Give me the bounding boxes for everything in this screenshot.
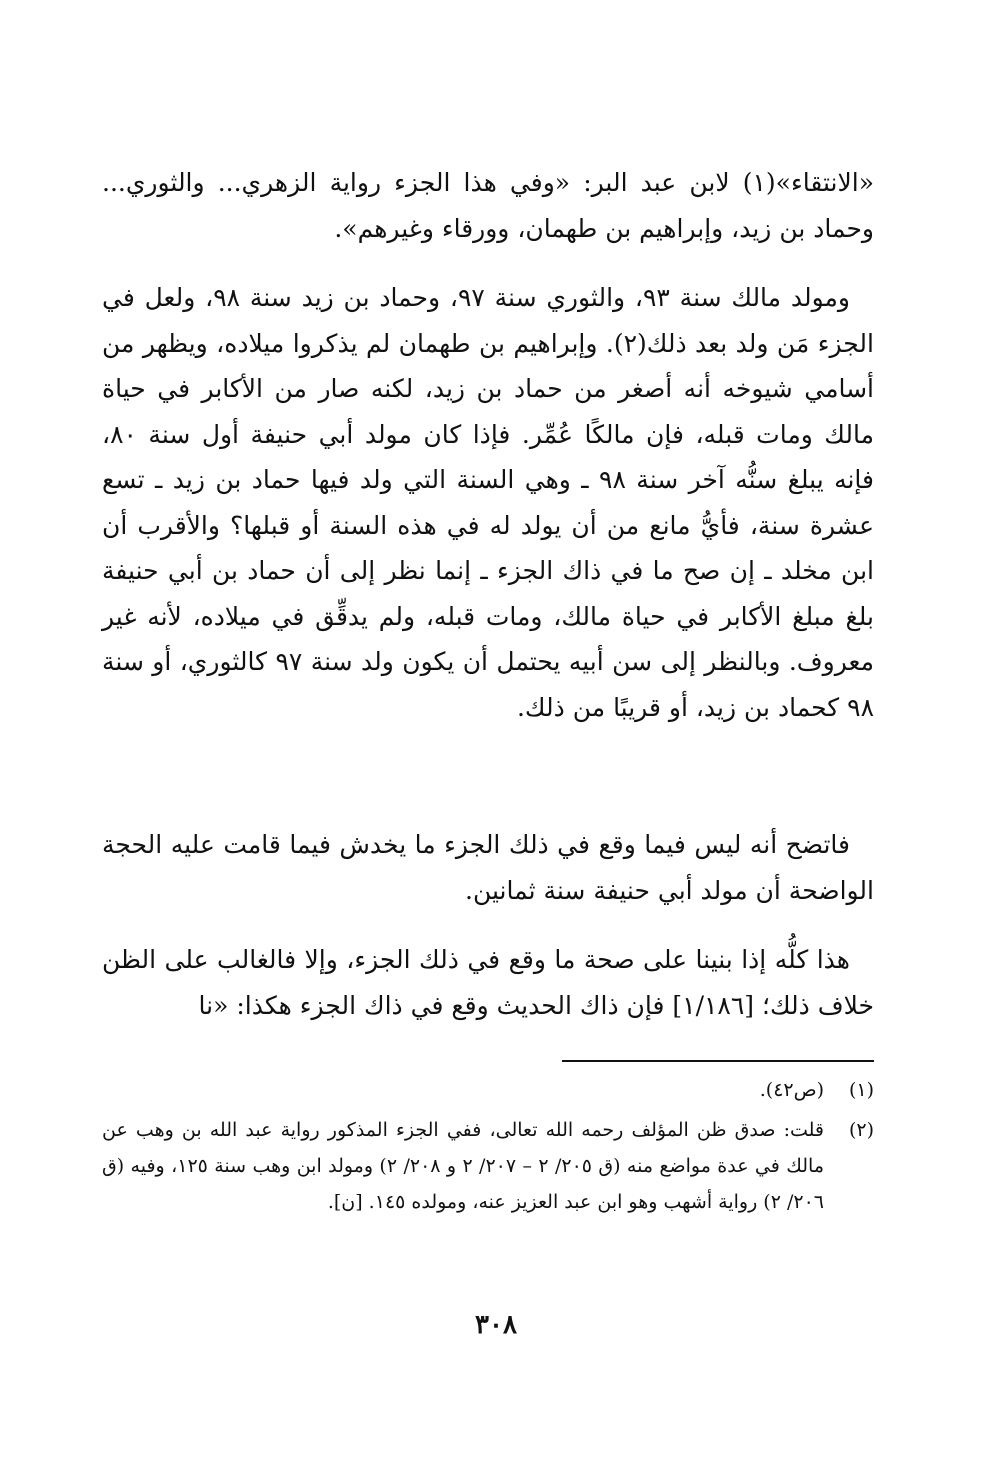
footnote-divider — [562, 1060, 874, 1062]
footnote-item — [102, 1112, 874, 1220]
footnote-number: (١) — [848, 1079, 874, 1101]
footnote-number: (٢) — [848, 1119, 874, 1141]
footnote-text: قلت: صدق ظن المؤلف رحمه الله تعالى، ففي الجزء المذكور رواية عبد الله بن وهب عن مالك في عدة مواضع منه (ق ٢٠٥/ ٢ – ٢٠٧/ ٢ و ٢٠٨/ ٢) ومولد ابن وهب سنة ١٢٥، وفيه (ق ٢٠٦/ ٢) رواية أشهب وهو ابن عبد العزيز عنه، ومولده ١٤٥. [ن]. — [102, 1119, 824, 1213]
footnote-item — [102, 1072, 874, 1108]
birth-dates-paragraph: ومولد مالك سنة ٩٣، والثوري سنة ٩٧، وحماد بن زيد سنة ٩٨، ولعل في الجزء مَن ولد بعد ذلك(٢). وإبراهيم بن طهمان لم يذكروا ميلاده، ويظهر من أسامي شيوخه أنه أصغر من حماد بن زيد، لكنه صار من الأكابر في حياة مالك ومات قبله، فإن مالكًا عُمِّر. فإذا كان مولد أبي حنيفة أول سنة ٨٠، فإنه يبلغ سنُّه آخر سنة ٩٨ ـ وهي السنة التي ولد فيها حماد بن زيد ـ تسع عشرة سنة، فأيُّ مانع من أن يولد له في هذه السنة أو قبلها؟ والأقرب أن ابن مخلد ـ إن صح ما في ذاك الجزء ـ إنما نظر إلى أن حماد بن أبي حنيفة بلغ مبلغ الأكابر في حياة مالك، ومات قبله، ولم يدقِّق في ميلاده، لأنه غير معروف. وبالنظر إلى سن أبيه يحتمل أن يكون ولد سنة ٩٧ كالثوري، أو سنة ٩٨ كحماد بن زيد، أو قريبًا من ذلك. — [102, 283, 875, 722]
quote-paragraph: «الانتقاء»(١) لابن عبد البر: «وفي هذا الجزء رواية الزهري... والثوري... وحماد بن زيد، وإبراهيم بن طهمان، وورقاء وغيرهم». — [102, 168, 874, 243]
page-number: ٣٠٨ — [475, 1310, 517, 1340]
footnote-text: (ص٤٢). — [759, 1079, 824, 1101]
footnotes — [102, 1072, 874, 1224]
continuation-paragraph: هذا كلُّه إذا بنينا على صحة ما وقع في ذلك الجزء، وإلا فالغالب على الظن خلاف ذلك؛ [١/١٨٦] فإن ذاك الحديث وقع في ذاك الجزء هكذا: «نا — [102, 945, 874, 1020]
conclusion-paragraph: فاتضح أنه ليس فيما وقع في ذلك الجزء ما يخدش فيما قامت عليه الحجة الواضحة أن مولد أبي حنيفة سنة ثمانين. — [102, 830, 874, 905]
